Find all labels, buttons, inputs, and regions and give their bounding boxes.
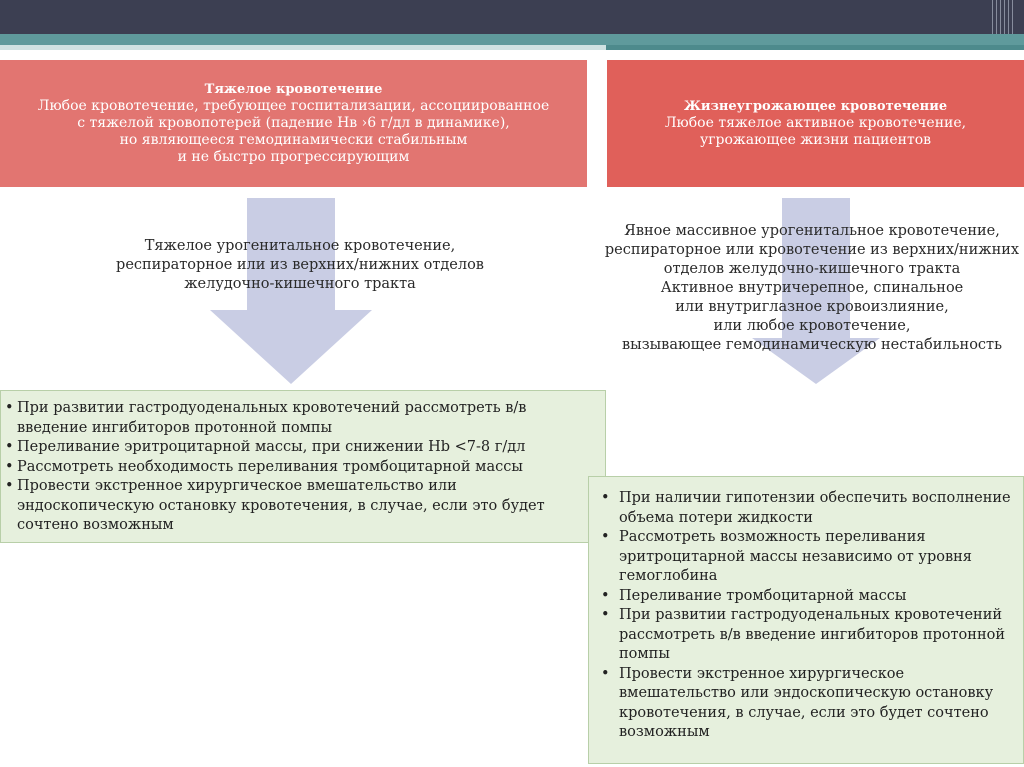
action-list [597, 489, 1019, 743]
list-item: • Провести экстренное хирургическое вмешательство или эндоскопическую остановку кровотечения, в случае, если это будет сочтено возможным [5, 477, 595, 536]
top-bar [0, 0, 1024, 34]
severe-bleeding-title: Тяжелое кровотечение [204, 82, 383, 97]
accent-stripe-dark [606, 45, 1024, 50]
example-line: Активное внутричерепное, спинальное [660, 280, 964, 296]
example-line: отделов желудочно-кишечного тракта [663, 261, 961, 277]
example-line: или внутриглазное кровоизлияние, [675, 299, 949, 315]
top-bar-stripes [992, 0, 1014, 34]
list-item: • Переливание тромбоцитарной массы [597, 587, 1019, 607]
example-line: Явное массивное урогенитальное кровотечение, [624, 223, 1000, 239]
accent-stripe-light [0, 45, 606, 50]
example-line: респираторное или кровотечение из верхних/нижних [604, 242, 1020, 258]
severe-bleeding-header [0, 60, 587, 187]
severe-bleeding-examples [90, 237, 510, 294]
life-threatening-title: Жизнеугрожающее кровотечение [683, 99, 948, 114]
accent-stripe [0, 34, 1024, 45]
list-item: • При наличии гипотензии обеспечить восполнение объема потери жидкости [597, 489, 1019, 528]
life-threatening-actions [588, 476, 1024, 764]
severe-bleeding-line: но являющееся гемодинамически стабильным [119, 132, 468, 148]
example-line: респираторное или из верхних/нижних отделов [116, 257, 484, 273]
list-item: • Рассмотреть необходимость переливания тромбоцитарной массы [5, 458, 595, 478]
list-item: • При развитии гастродуоденальных кровотечений рассмотреть в/в введение ингибиторов протонной помпы [597, 606, 1019, 665]
severe-bleeding-actions [0, 390, 606, 543]
action-list [5, 399, 595, 536]
example-line: желудочно-кишечного тракта [184, 276, 416, 292]
example-line: Тяжелое урогенитальное кровотечение, [144, 238, 456, 254]
list-item: • При развитии гастродуоденальных кровотечений рассмотреть в/в введение ингибиторов протонной помпы [5, 399, 595, 438]
list-item: • Провести экстренное хирургическое вмешательство или эндоскопическую остановку кровотечения, в случае, если это будет сочтено возможным [597, 665, 1019, 743]
life-threatening-header [607, 60, 1024, 187]
example-line: или любое кровотечение, [713, 318, 911, 334]
life-threatening-line: Любое тяжелое активное кровотечение, [664, 115, 967, 131]
list-item: • Переливание эритроцитарной массы, при снижении Hb <7-8 г/дл [5, 438, 595, 458]
life-threatening-examples [604, 222, 1020, 355]
list-item: • Рассмотреть возможность переливания эритроцитарной массы независимо от уровня гемоглобина [597, 528, 1019, 587]
severe-bleeding-line: с тяжелой кровопотерей (падение Нв ›6 г/дл в динамике), [77, 115, 510, 131]
life-threatening-line: угрожающее жизни пациентов [699, 132, 932, 148]
example-line: вызывающее гемодинамическую нестабильность [622, 337, 1002, 353]
severe-bleeding-line: и не быстро прогрессирующим [177, 149, 410, 165]
severe-bleeding-line: Любое кровотечение, требующее госпитализации, ассоциированное [37, 98, 550, 114]
